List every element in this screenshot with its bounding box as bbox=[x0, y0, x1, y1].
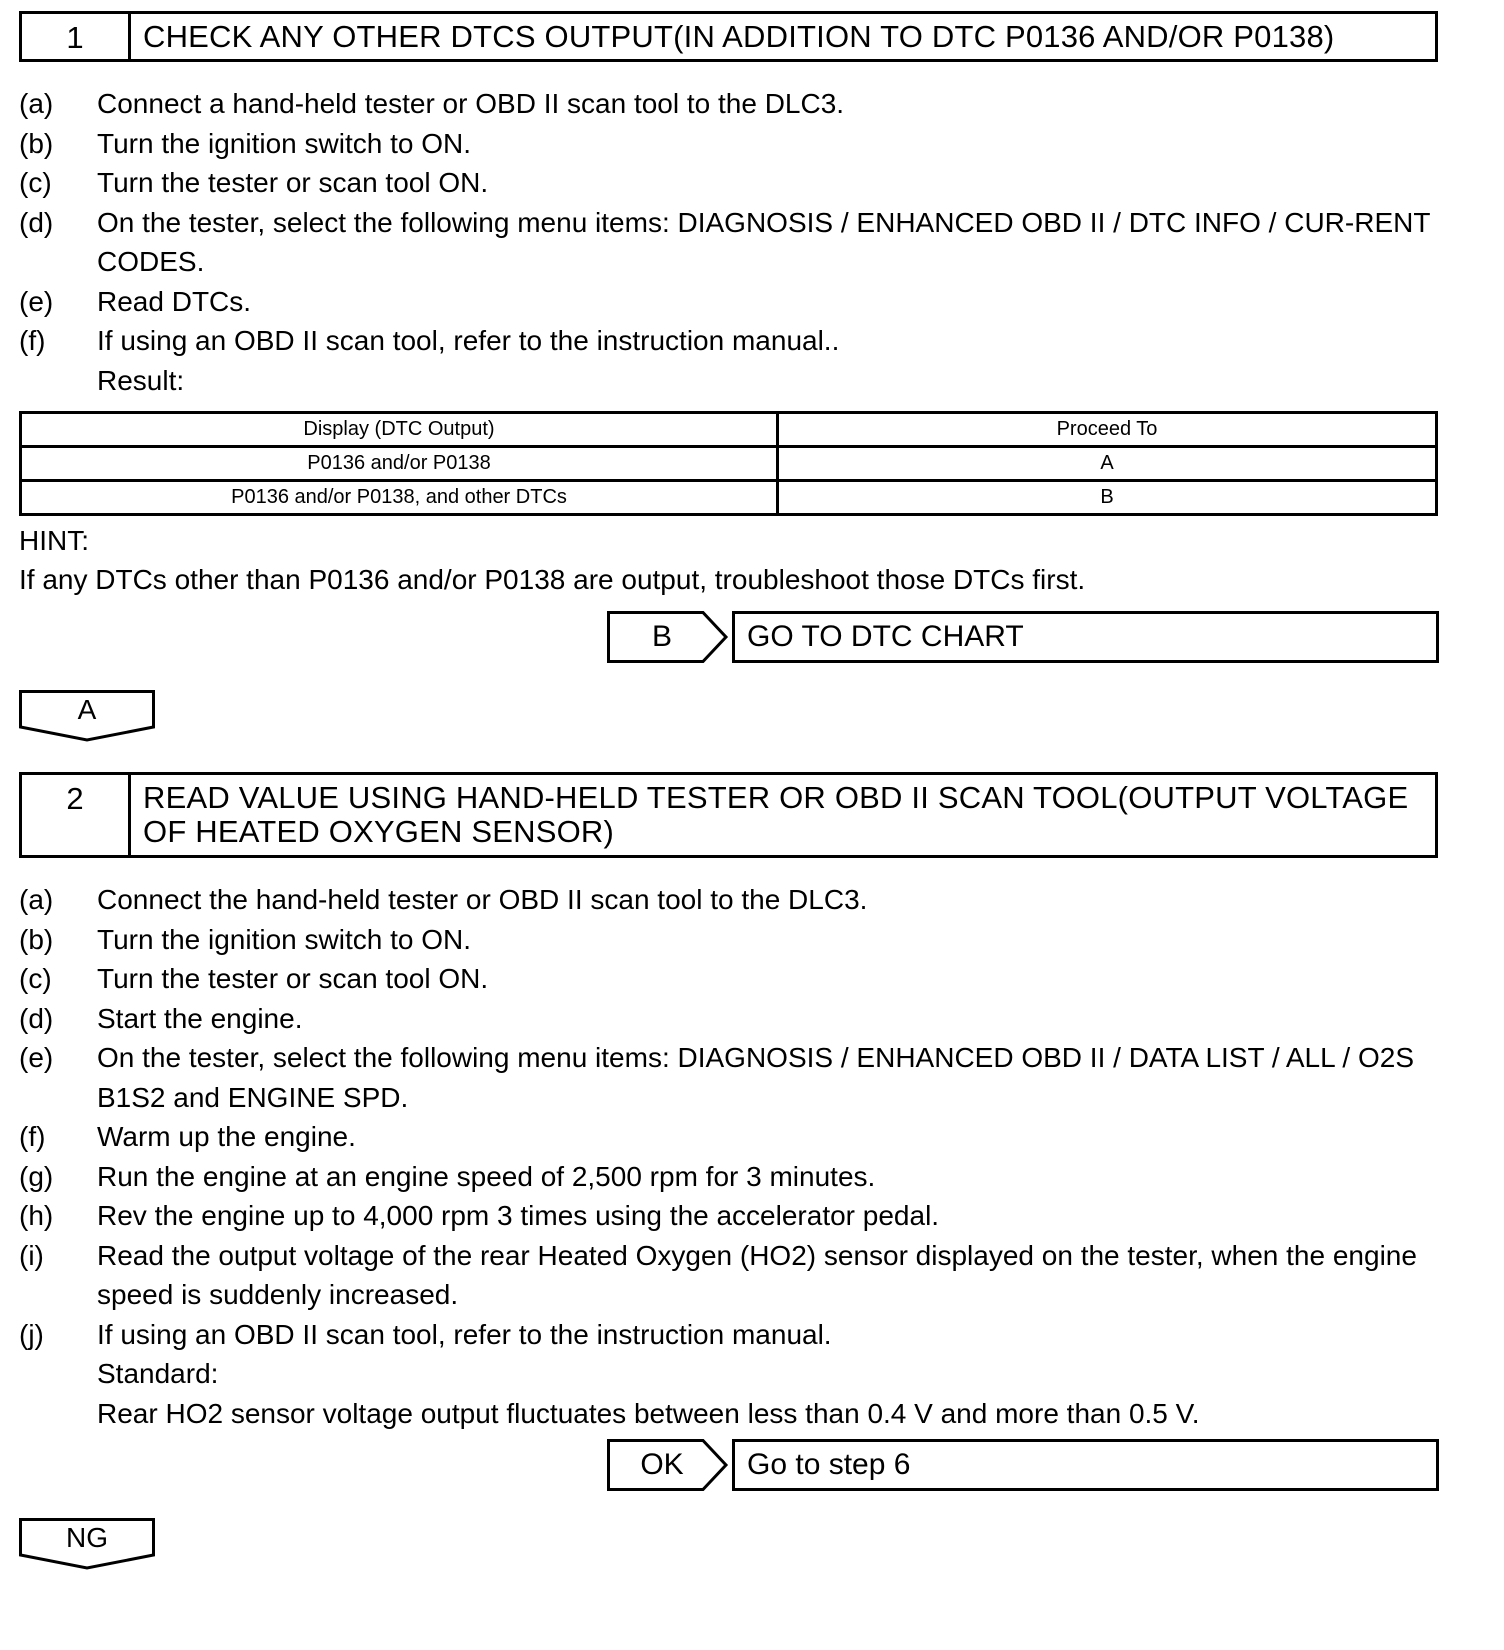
step1-header bbox=[19, 11, 1438, 62]
list-item: (e) On the tester, select the following menu items: DIAGNOSIS / ENHANCED OBD II / DATA LIST / ALL / O2S B1S2 and ENGINE SPD. bbox=[19, 1042, 1415, 1113]
step1-title: CHECK ANY OTHER DTCS OUTPUT(IN ADDITION TO DTC P0136 AND/OR P0138) bbox=[143, 19, 1335, 54]
branch-target: GO TO DTC CHART bbox=[732, 611, 1439, 663]
list-item: (g) Run the engine at an engine speed of 2,500 rpm for 3 minutes. bbox=[19, 1160, 876, 1192]
list-item: (a) Connect the hand-held tester or OBD II scan tool to the DLC3. bbox=[19, 884, 868, 915]
next-a-arrow bbox=[19, 690, 155, 742]
branch-ok bbox=[607, 1439, 1439, 1491]
list-item: (c) Turn the tester or scan tool ON. bbox=[19, 963, 489, 994]
list-item: (c) Turn the tester or scan tool ON. bbox=[19, 167, 489, 198]
table-cell: B bbox=[778, 481, 1437, 515]
list-item: (j) If using an OBD II scan tool, refer to the instruction manual. bbox=[19, 1318, 832, 1350]
step1-number: 1 bbox=[22, 14, 131, 59]
result-label: Result: bbox=[97, 364, 185, 396]
column-header-proceed: Proceed To bbox=[778, 413, 1437, 447]
table-cell: A bbox=[778, 447, 1437, 481]
next-label: NG bbox=[66, 1522, 108, 1553]
table-row bbox=[21, 447, 1437, 481]
list-item: (h) Rev the engine up to 4,000 rpm 3 times using the accelerator pedal. bbox=[19, 1200, 940, 1231]
list-item: (f) Warm up the engine. bbox=[19, 1121, 356, 1152]
branch-target: Go to step 6 bbox=[732, 1439, 1439, 1491]
list-item: (b) Turn the ignition switch to ON. bbox=[19, 923, 472, 955]
branch-b bbox=[607, 611, 1439, 663]
list-item: (e) Read DTCs. bbox=[19, 285, 252, 317]
next-label: A bbox=[77, 694, 97, 725]
column-header-display: Display (DTC Output) bbox=[21, 413, 778, 447]
next-ng-arrow bbox=[19, 1518, 155, 1570]
list-item: (d) Start the engine. bbox=[19, 1002, 303, 1034]
table-row bbox=[21, 481, 1437, 515]
step2-instructions bbox=[19, 880, 1439, 1433]
branch-code: OK bbox=[640, 1448, 684, 1481]
list-item: (f) If using an OBD II scan tool, refer to the instruction manual.. bbox=[19, 325, 840, 356]
list-item: (b) Turn the ignition switch to ON. bbox=[19, 127, 472, 159]
step2-number: 2 bbox=[22, 775, 131, 855]
result-table bbox=[19, 411, 1438, 516]
table-cell: P0136 and/or P0138, and other DTCs bbox=[21, 481, 778, 515]
branch-code: B bbox=[651, 620, 672, 653]
standard-label: Standard: bbox=[97, 1358, 219, 1389]
step2-header bbox=[19, 772, 1438, 858]
hint-label: HINT: bbox=[19, 525, 89, 556]
hint-text: If any DTCs other than P0136 and/or P0138 are output, troubleshoot those DTCs first. bbox=[19, 564, 1086, 595]
standard-text: Rear HO2 sensor voltage output fluctuates between less than 0.4 V and more than 0.5 V. bbox=[97, 1397, 1200, 1429]
list-item: (a) Connect a hand-held tester or OBD II scan tool to the DLC3. bbox=[19, 88, 845, 119]
step2-title: READ VALUE USING HAND-HELD TESTER OR OBD II SCAN TOOL(OUTPUT VOLTAGE OF HEATED OXYGEN SENSOR) bbox=[143, 780, 1409, 849]
table-cell: P0136 and/or P0138 bbox=[21, 447, 778, 481]
table-header-row bbox=[21, 413, 1437, 447]
list-item: (d) On the tester, select the following menu items: DIAGNOSIS / ENHANCED OBD II / DTC INFO / CUR-RENT CODES. bbox=[19, 206, 1430, 277]
step1-instructions bbox=[19, 84, 1439, 400]
list-item: (i) Read the output voltage of the rear Heated Oxygen (HO2) sensor displayed on the tester, when the engine speed is suddenly increased. bbox=[19, 1239, 1417, 1310]
